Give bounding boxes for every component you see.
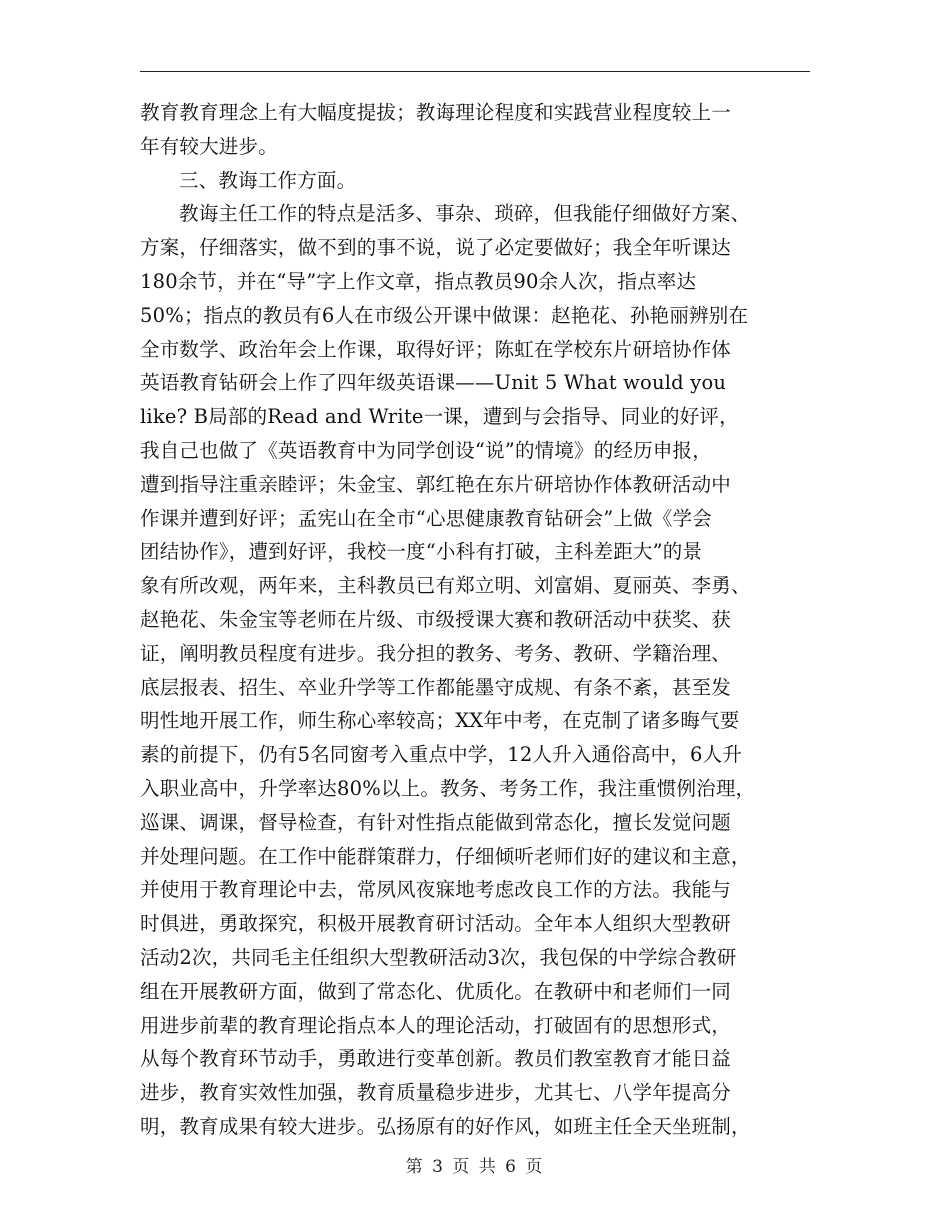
text-line: 遭到指导注重亲睦评；朱金宝、郭红艳在东片研培协作体教研活动中	[140, 472, 732, 496]
text-line: 底层报表、招生、卒业升学等工作都能墨守成规、有条不紊，甚至发	[140, 675, 732, 699]
document-body	[140, 96, 820, 1144]
text-line: 三、教诲工作方面。	[179, 168, 357, 192]
text-line: 50%；指点的教员有6人在市级公开课中做课：赵艳花、孙艳丽辨别在	[140, 303, 749, 327]
text-line: 进步，教育实效性加强，教育质量稳步进步，尤其七、八学年提高分	[140, 1081, 732, 1105]
text-line: 并处理问题。在工作中能群策群力，仔细倾听老师们好的建议和主意，	[140, 844, 751, 868]
page-footer: 第 3 页 共 6 页	[405, 1157, 545, 1177]
text-line: 方案，仔细落实，做不到的事不说，说了必定要做好；我全年听课达	[140, 236, 732, 260]
text-line: 教育教育理念上有大幅度提拔；教诲理论程度和实践营业程度较上一	[140, 101, 732, 124]
text-line: 我自己也做了《英语教育中为同学创设“说”的情境》的经历申报，	[140, 438, 712, 462]
text-line: 组在开展教研方面，做到了常态化、优质化。在教研中和老师们一同	[140, 979, 732, 1003]
text-line: 作课并遭到好评；孟宪山在全市“心思健康教育钻研会”上做《学会	[140, 506, 712, 530]
text-line: 团结协作》，遭到好评，我校一度“小科有打破，主科差距大”的景	[140, 540, 703, 564]
text-line: 活动2次，共同毛主任组织大型教研活动3次，我包保的中学综合教研	[140, 945, 737, 969]
text-line: 全市数学、政治年会上作课，取得好评；陈虹在学校东片研培协作体	[140, 337, 732, 361]
header-rule	[140, 71, 810, 72]
text-line: 入职业高中，升学率达80%以上。教务、考务工作，我注重惯例治理，	[140, 776, 756, 800]
text-line: 证，阐明教员程度有进步。我分担的教务、考务、教研、学籍治理、	[140, 641, 732, 665]
text-line: 英语教育钻研会上作了四年级英语课——Unit 5 What would you	[140, 371, 727, 395]
text-line: 从每个教育环节动手，勇敢进行变革创新。教员们教室教育才能日益	[140, 1047, 732, 1071]
text-line: 象有所改观，两年来，主科教员已有郑立明、刘富娟、夏丽英、李勇、	[140, 574, 751, 598]
text-line: 180余节，并在“导”字上作文章，指点教员90余人次，指点率达	[140, 269, 697, 293]
text-line: 时俱进，勇敢探究，积极开展教育研讨活动。全年本人组织大型教研	[140, 912, 732, 936]
text-line: 明，教育成果有较大进步。弘扬原有的好作风，如班主任全天坐班制，	[140, 1114, 751, 1138]
text-line: 赵艳花、朱金宝等老师在片级、市级授课大赛和教研活动中获奖、获	[140, 607, 732, 631]
text-line: 年有较大进步。	[140, 134, 278, 158]
text-line: like? B局部的Read and Write一课，遭到与会指导、同业的好评，	[140, 405, 739, 429]
text-line: 并使用于教育理论中去，常夙风夜寐地考虑改良工作的方法。我能与	[140, 878, 732, 902]
text-line: 教诲主任工作的特点是活多、事杂、琐碎，但我能仔细做好方案、	[179, 202, 751, 226]
text-line: 用进步前辈的教育理论指点本人的理论活动，打破固有的思想形式，	[140, 1013, 732, 1037]
text-line: 明性地开展工作，师生称心率较高；XX年中考，在克制了诸多晦气要	[140, 709, 740, 733]
text-line: 素的前提下，仍有5名同窗考入重点中学，12人升入通俗高中，6人升	[140, 743, 743, 767]
text-line: 巡课、调课，督导检查，有针对性指点能做到常态化，擅长发觉问题	[140, 810, 732, 834]
